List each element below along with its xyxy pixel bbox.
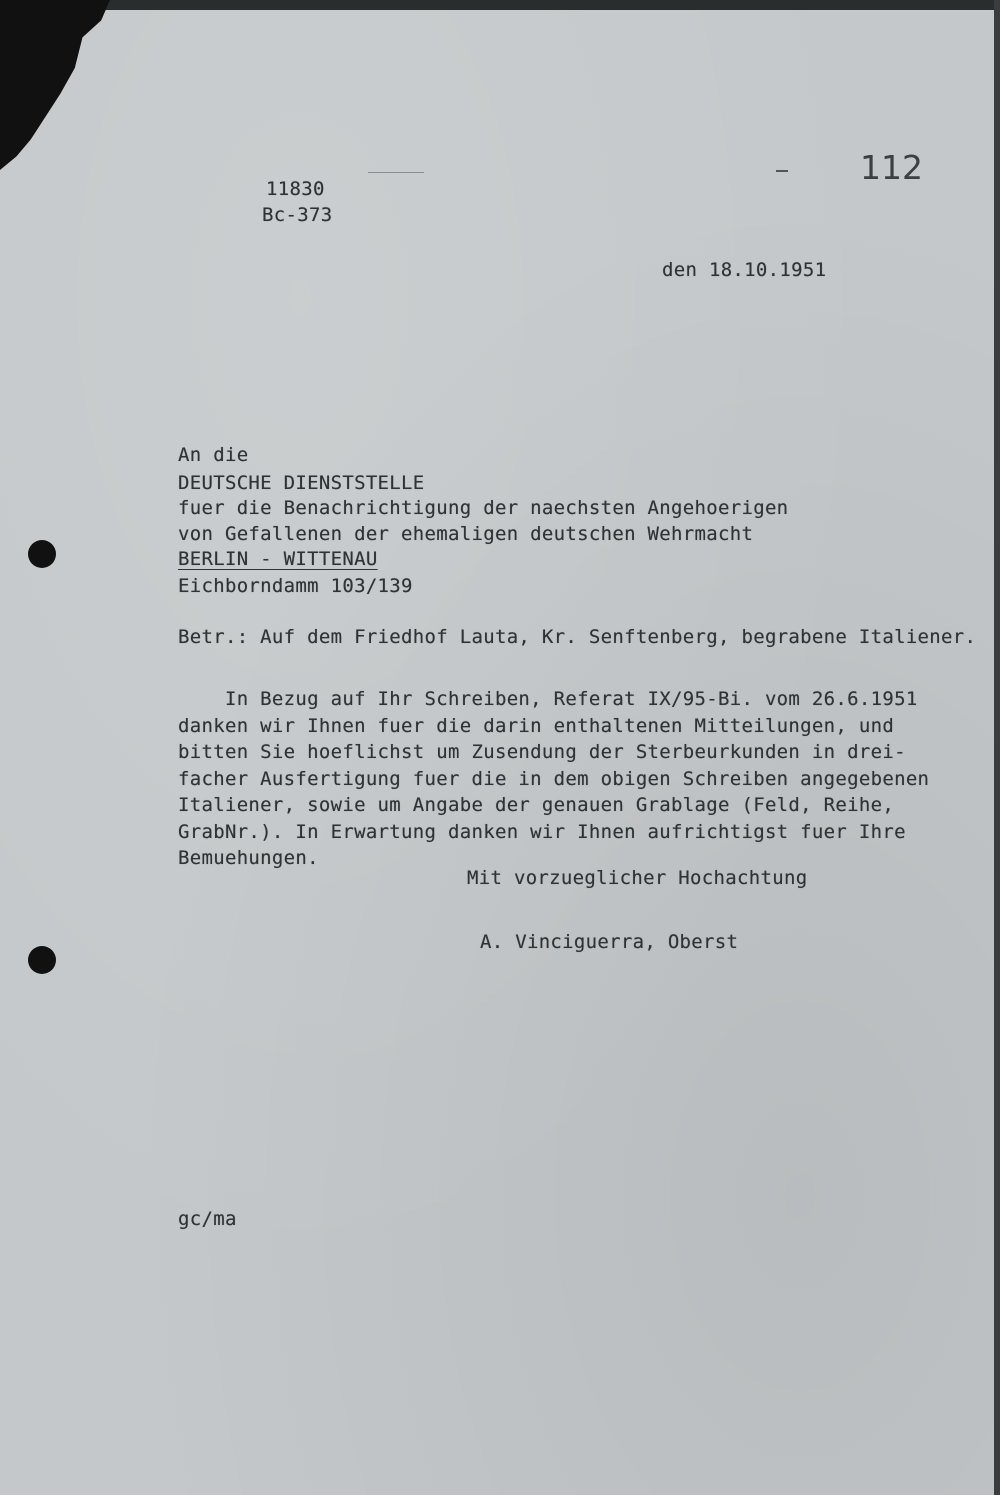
body-line: Bemuehungen.	[178, 847, 319, 869]
page-number: 112	[860, 148, 923, 187]
recipient-line-4: von Gefallenen der ehemaligen deutschen Wehrmacht	[178, 523, 754, 545]
signature-name: A. Vinciguerra, Oberst	[480, 931, 739, 953]
body-line: Italiener, sowie um Angabe der genauen Grablage (Feld, Reihe,	[178, 794, 895, 816]
body-line: bitten Sie hoeflichst um Zusendung der Sterbeurkunden in drei-	[178, 741, 906, 763]
recipient-street: Eichborndamm 103/139	[178, 575, 413, 597]
reference-number: 11830	[266, 178, 325, 200]
reference-code: Bc-373	[262, 204, 333, 226]
body-paragraph	[178, 686, 929, 872]
body-line: facher Ausfertigung fuer die in dem obigen Schreiben angegebenen	[178, 767, 930, 790]
closing-salutation: Mit vorzueglicher Hochachtung	[467, 867, 808, 889]
faint-mark	[368, 172, 424, 173]
subject-line: Betr.: Auf dem Friedhof Lauta, Kr. Senftenberg, begrabene Italiener.	[178, 626, 977, 648]
body-line: GrabNr.). In Erwartung danken wir Ihnen aufrichtigst fuer Ihre	[178, 820, 906, 843]
body-line: In Bezug auf Ihr Schreiben, Referat IX/95-Bi. vom 26.6.1951	[178, 688, 918, 710]
recipient-line-2: DEUTSCHE DIENSTSTELLE	[178, 472, 425, 494]
recipient-city: BERLIN - WITTENAU	[178, 548, 378, 570]
letter-date: den 18.10.1951	[662, 259, 827, 281]
torn-corner	[0, 0, 110, 170]
scan-top-edge	[0, 0, 1000, 10]
dash-mark	[776, 170, 788, 172]
typist-initials: gc/ma	[178, 1208, 237, 1230]
scan-right-edge	[994, 0, 1000, 1495]
recipient-line-1: An die	[178, 444, 249, 466]
body-line: danken wir Ihnen fuer die darin enthaltenen Mitteilungen, und	[178, 714, 895, 737]
recipient-line-3: fuer die Benachrichtigung der naechsten Angehoerigen	[178, 497, 789, 519]
punch-hole-icon	[28, 946, 56, 974]
punch-hole-icon	[28, 540, 56, 568]
